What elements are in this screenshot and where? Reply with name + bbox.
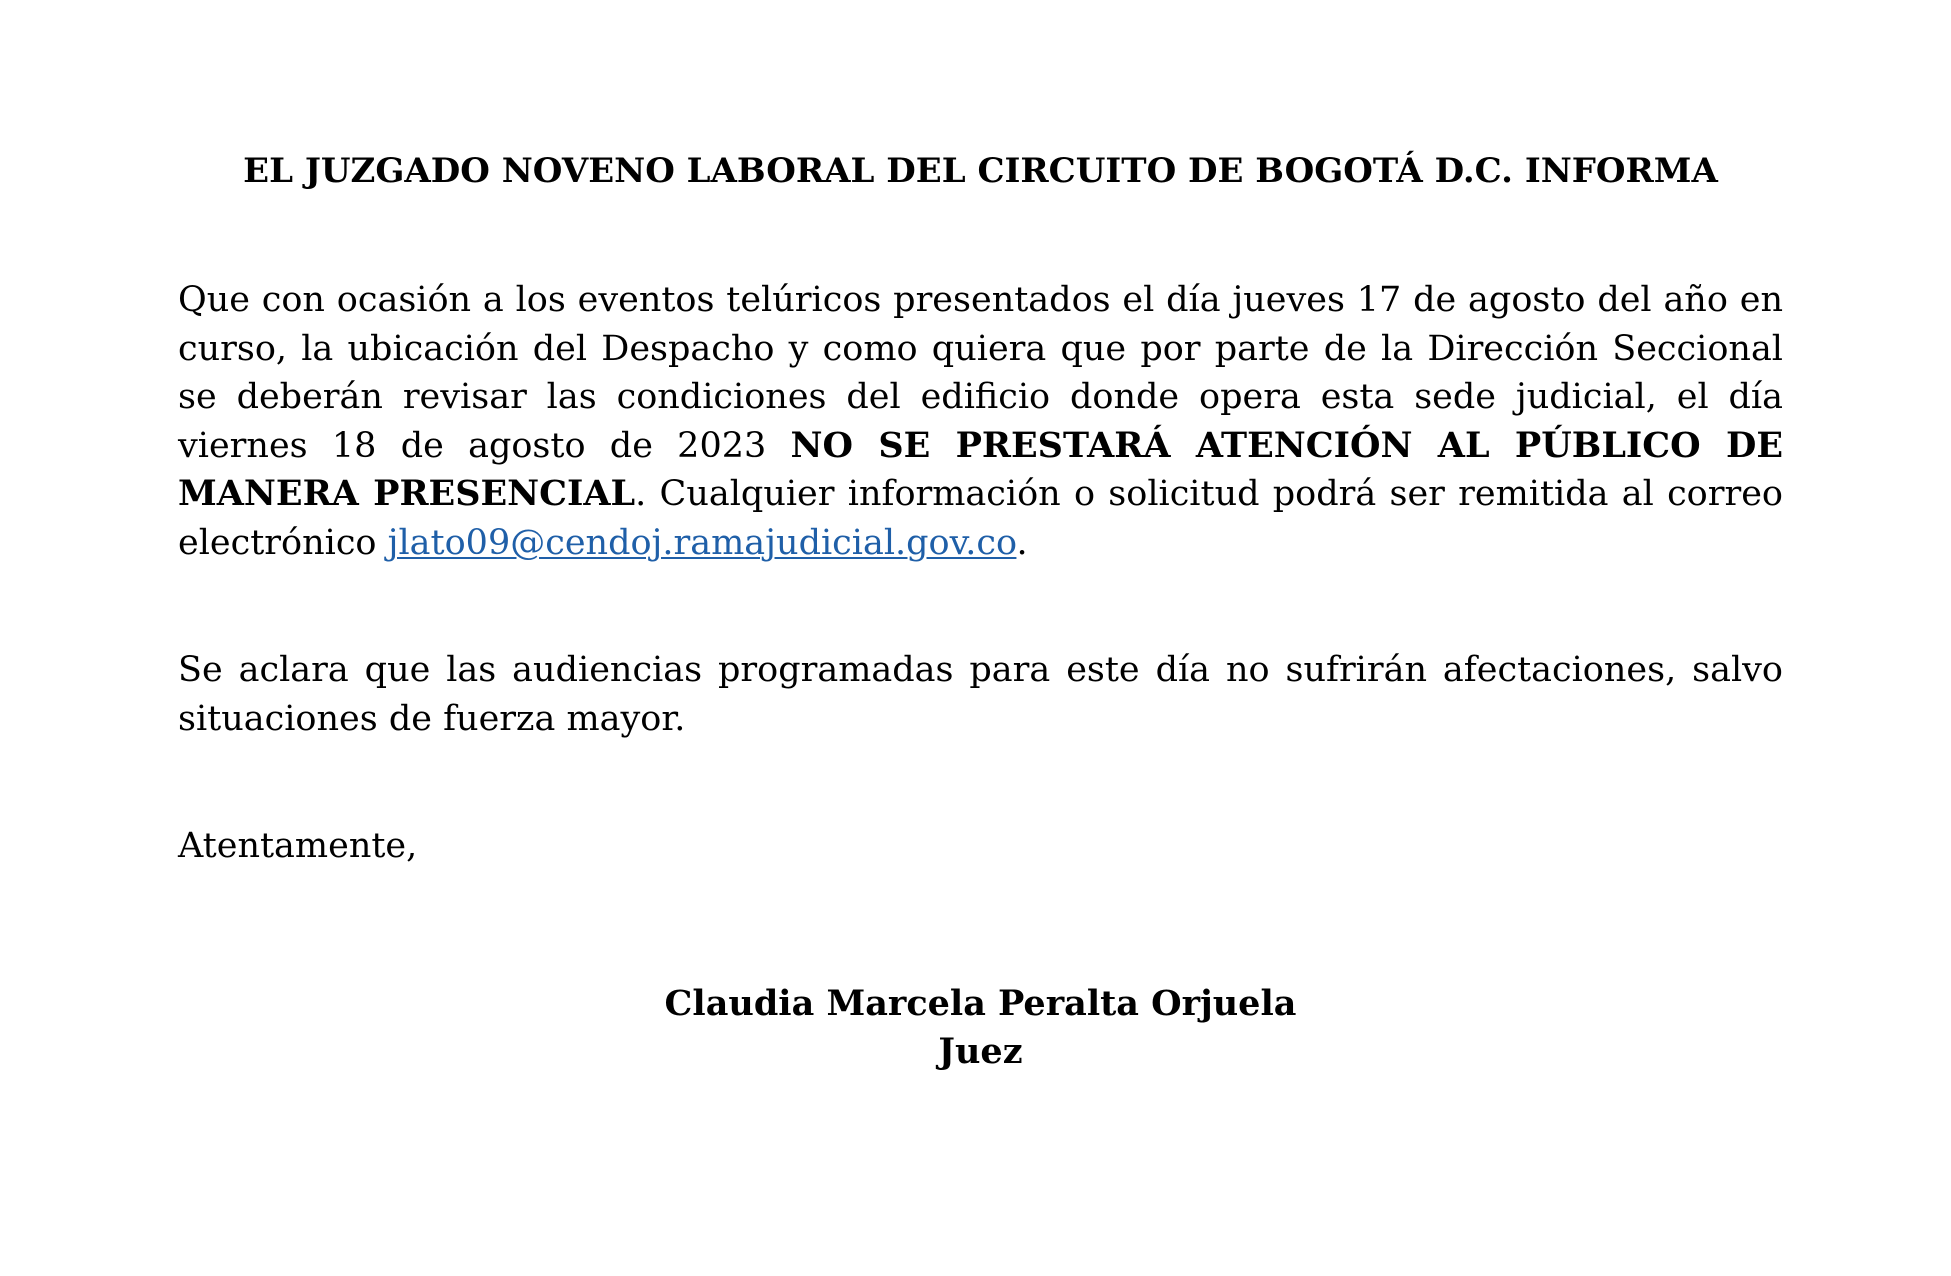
hearings-paragraph: Se aclara que las audiencias programadas para este día no sufrirán afectaciones, salvo situaciones de fuerza mayor.: [178, 650, 1783, 739]
signature-name: Claudia Marcela Peralta Orjuela: [664, 983, 1297, 1024]
notice-text-after: . Cualquier información o solicitud podrá ser remitida al correo electrónico: [178, 474, 1783, 563]
notice-text-before: Que con ocasión a los eventos telúricos presentados el día jueves 17 de agosto del año en curso, la ubicación del Despacho y como quiera que por parte de la Dirección Seccional se deberán revisar las condiciones del edificio donde opera esta sede judicial, el día viernes 18 de agosto de 2023: [178, 280, 1783, 466]
closing-salutation: Atentamente,: [178, 826, 418, 866]
notice-text-end: .: [1016, 522, 1028, 563]
document-title: EL JUZGADO NOVENO LABORAL DEL CIRCUITO DE BOGOTÁ D.C. INFORMA: [243, 151, 1718, 191]
signature-block: [178, 980, 1783, 1076]
email-link[interactable]: jlato09@cendoj.ramajudicial.gov.co: [387, 522, 1017, 563]
notice-paragraph: [178, 276, 1783, 567]
notice-bold-statement: NO SE PRESTARÁ ATENCIÓN AL PÚBLICO DE MANERA PRESENCIAL: [178, 424, 1783, 514]
signature-role: Juez: [938, 1031, 1023, 1072]
